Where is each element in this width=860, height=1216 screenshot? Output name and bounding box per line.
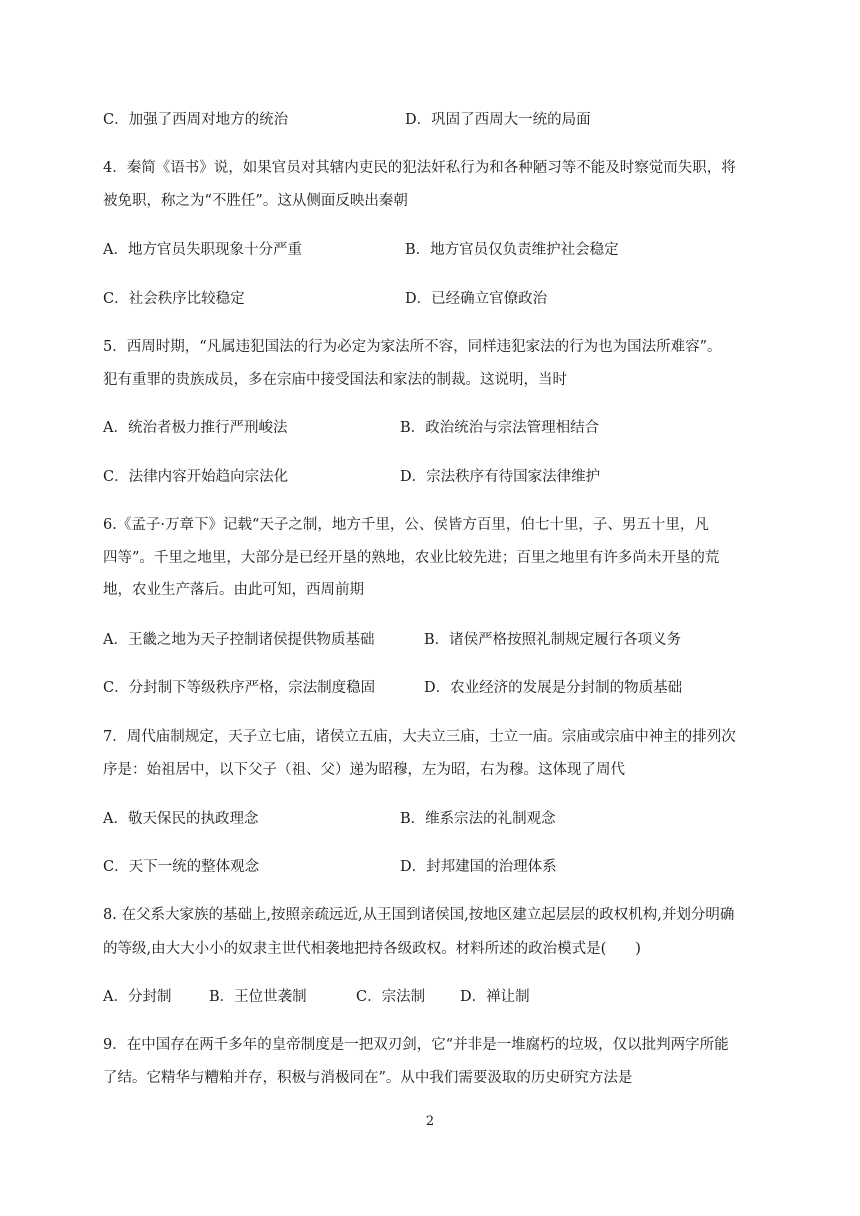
q4-option-d: D．已经确立官僚政治	[405, 291, 548, 307]
q5-option-c: C．法律内容开始趋向宗法化	[103, 469, 289, 485]
q8-option-b: B．王位世袭制	[209, 989, 307, 1005]
q6-stem-line-2: 四等”。千里之地里，大部分是已经开垦的熟地，农业比较先进；百里之地里有许多尚未开垦的荒	[103, 550, 720, 566]
q7-option-c: C．天下一统的整体观念	[103, 859, 260, 875]
q7-option-d: D．封邦建国的治理体系	[400, 859, 557, 875]
q5-option-d: D．宗法秩序有待国家法律维护	[400, 469, 601, 485]
q8-option-c: C．宗法制	[356, 989, 426, 1005]
q8-stem-line-2: 的等级,由大大小小的奴隶主世代相袭地把持各级政权。材料所述的政治模式是( )	[103, 941, 641, 957]
q6-stem-line-3: 地，农业生产落后。由此可知，西周前期	[103, 582, 364, 598]
q5-option-a: A．统治者极力推行严刑峻法	[103, 420, 288, 436]
q8-option-a: A．分封制	[103, 989, 172, 1005]
page-number: 2	[425, 1114, 435, 1129]
q4-stem-line-2: 被免职，称之为“不胜任”。这从侧面反映出秦朝	[103, 193, 408, 209]
q6-option-b: B．诸侯严格按照礼制规定履行各项义务	[424, 632, 682, 648]
q3-option-c: C．加强了西周对地方的统治	[103, 112, 289, 128]
q4-option-b: B．地方官员仅负责维护社会稳定	[405, 242, 619, 258]
q6-option-a: A．王畿之地为天子控制诸侯提供物质基础	[103, 632, 375, 648]
q4-stem-line-1: 4．秦简《语书》说，如果官员对其辖内吏民的犯法奸私行为和各种陋习等不能及时察觉而失职，将	[103, 160, 736, 176]
q9-stem-line-1: 9．在中国存在两千多年的皇帝制度是一把双刃剑，它“并非是一堆腐朽的垃圾，仅以批判两字所能	[103, 1037, 729, 1053]
q6-stem-line-1: 6.《孟子·万章下》记载“天子之制，地方千里，公、侯皆方百里，伯七十里，子、男五十里，凡	[103, 517, 709, 533]
q6-option-d: D．农业经济的发展是分封制的物质基础	[424, 680, 683, 696]
q5-stem-line-1: 5．西周时期，“凡属违犯国法的行为必定为家法所不容，同样违犯家法的行为也为国法所难容”。	[103, 339, 722, 355]
q7-option-a: A．敬天保民的执政理念	[103, 811, 259, 827]
q4-option-a: A．地方官员失职现象十分严重	[103, 242, 302, 258]
q7-option-b: B．维系宗法的礼制观念	[400, 811, 556, 827]
q4-option-c: C．社会秩序比较稳定	[103, 291, 245, 307]
q5-stem-line-2: 犯有重罪的贵族成员，多在宗庙中接受国法和家法的制裁。这说明，当时	[103, 372, 567, 388]
q5-option-b: B．政治统治与宗法管理相结合	[400, 420, 600, 436]
q8-option-d: D．禅让制	[460, 989, 530, 1005]
q3-option-d: D．巩固了西周大一统的局面	[405, 112, 591, 128]
q9-stem-line-2: 了结。它精华与糟粕并存，积极与消极同在”。从中我们需要汲取的历史研究方法是	[103, 1070, 633, 1086]
q7-stem-line-1: 7．周代庙制规定，天子立七庙，诸侯立五庙，大夫立三庙，士立一庙。宗庙或宗庙中神主的排列次	[103, 729, 736, 745]
q8-stem-line-1: 8. 在父系大家族的基础上,按照亲疏远近,从王国到诸侯国,按地区建立起层层的政权机构,并划分明确	[103, 907, 735, 923]
q7-stem-line-2: 序是：始祖居中，以下父子（祖、父）递为昭穆，左为昭，右为穆。这体现了周代	[103, 762, 625, 778]
q6-option-c: C．分封制下等级秩序严格，宗法制度稳固	[103, 680, 376, 696]
